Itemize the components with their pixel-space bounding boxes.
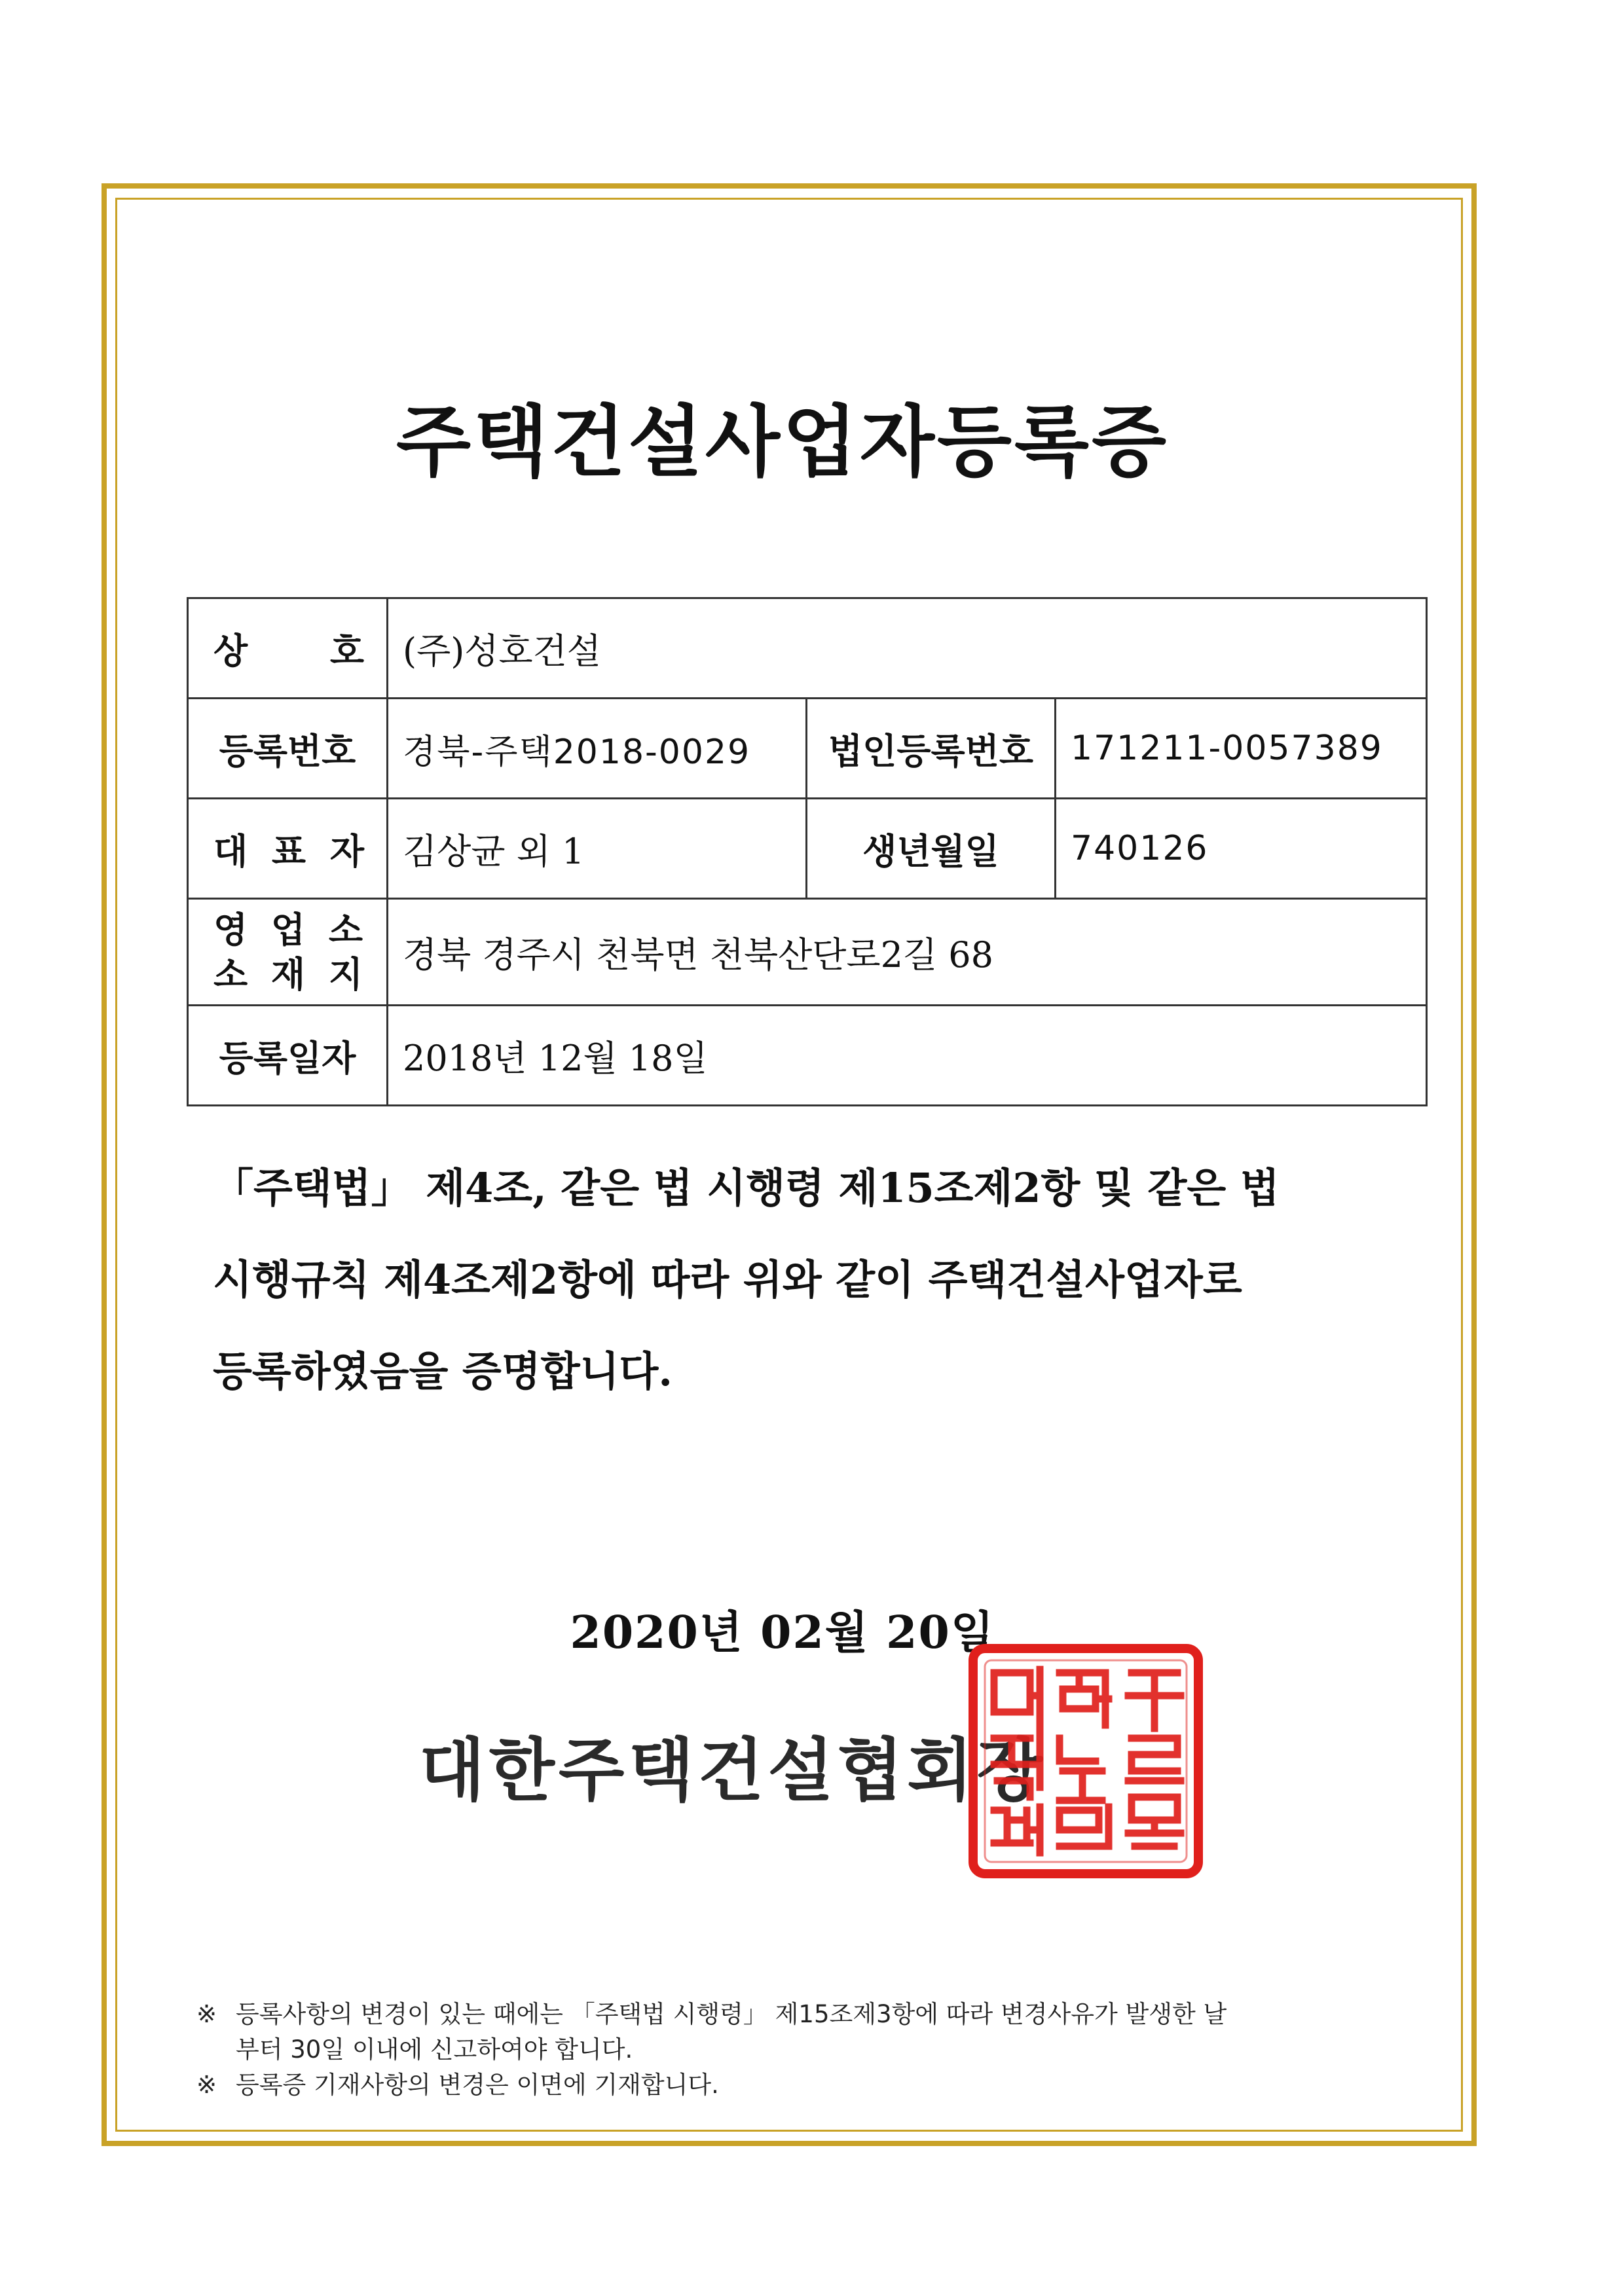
representative-value: 김상균 외 1 (388, 799, 807, 899)
registration-info-table (187, 597, 1428, 1106)
certification-statement (213, 1142, 1405, 1417)
statement-line-3: 등록하였음을 증명합니다. (213, 1347, 673, 1395)
issuer-name: 대한주택건설협회장 (419, 1730, 1047, 1810)
registration-date-label: 등록일자 (188, 1006, 388, 1106)
birth-date-value: 740126 (1056, 799, 1427, 899)
statement-line-1: 「주택법」 제4조, 같은 법 시행령 제15조제2항 및 같은 법 (213, 1164, 1280, 1212)
corporate-registration-value: 171211-0057389 (1056, 699, 1427, 799)
registration-number-label: 등록번호 (188, 699, 388, 799)
registration-number-value: 경북-주택2018-0029 (388, 699, 807, 799)
seal-icon (968, 1643, 1204, 1879)
footnotes (196, 1997, 1428, 2103)
reference-mark-icon: ※ (196, 2000, 217, 2028)
footnote-item (196, 1997, 1428, 2068)
table-row-registration-number (188, 699, 1427, 799)
table-row-registration-date (188, 1006, 1427, 1106)
official-seal-stamp (968, 1643, 1204, 1879)
table-row-office-address (188, 899, 1427, 1006)
footnote-text: 등록사항의 변경이 있는 때에는 「주택법 시행령」 제15조제3항에 따라 변경사유가 발생한 날 (236, 2000, 1227, 2028)
footnote-item (196, 2068, 1428, 2103)
document-title: 주택건설사업자등록증 (396, 396, 1169, 487)
registration-date-value: 2018년 12월 18일 (388, 1006, 1427, 1106)
company-value: (주)성호건설 (388, 598, 1427, 699)
office-address-value: 경북 경주시 천북면 천북산단로2길 68 (388, 899, 1427, 1006)
birth-date-label: 생년월일 (807, 799, 1056, 899)
statement-line-2: 시행규칙 제4조제2항에 따라 위와 같이 주택건설사업자로 (213, 1256, 1242, 1303)
table-row-representative (188, 799, 1427, 899)
corporate-registration-label: 법인등록번호 (807, 699, 1056, 799)
footnote-text: 부터 30일 이내에 신고하여야 합니다. (236, 2035, 633, 2064)
footnote-text: 등록증 기재사항의 변경은 이면에 기재합니다. (236, 2071, 719, 2099)
representative-label: 대 표 자 (188, 799, 388, 899)
issue-date: 2020년 02월 20일 (570, 1607, 995, 1659)
office-address-label: 영 업 소 소 재 지 (188, 899, 388, 1006)
company-label: 상 호 (188, 598, 388, 699)
reference-mark-icon: ※ (196, 2071, 217, 2099)
table-row-company (188, 598, 1427, 699)
